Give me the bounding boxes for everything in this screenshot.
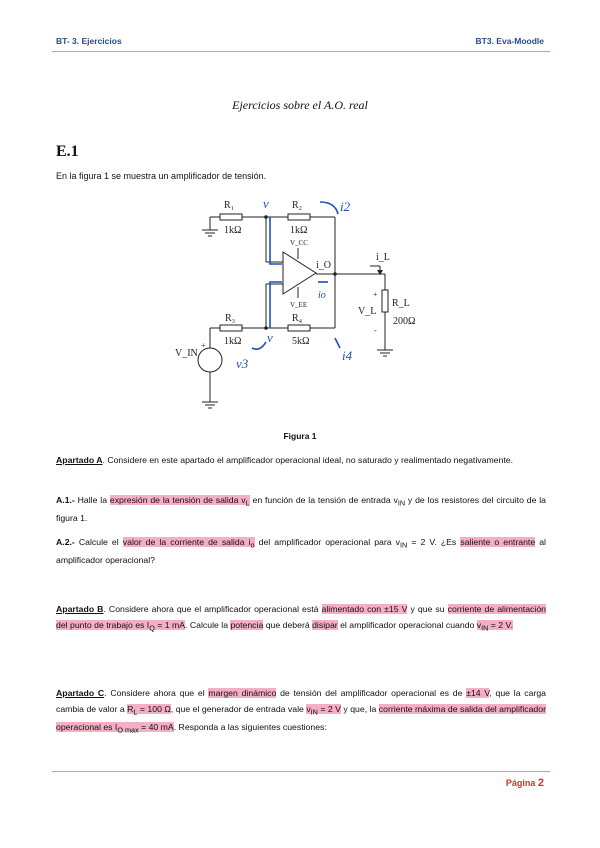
- b-highlight-1: alimentado con ±15 V: [321, 604, 408, 614]
- rl-value: 200Ω: [393, 316, 416, 327]
- page-title: Ejercicios sobre el A.O. real: [232, 98, 368, 112]
- circuit-diagram: [170, 190, 416, 420]
- a1-label: A.1.-: [56, 495, 75, 505]
- r1-label: R₁: [224, 200, 235, 211]
- vl-minus: -: [374, 326, 377, 335]
- apartado-b: Apartado B. Considere ahora que el amplificador operacional está alimentado con ±15 V y que su corriente de alimentación del punto de trabajo es $I_Q = 1$ mA. Calcule la potencia que deberá disipar el amplificador operacional cuando $v_{IN} = 2$ V.: [56, 604, 546, 633]
- hand-i2: i2: [340, 199, 351, 214]
- intro-text: En la figura 1 se muestra un amplificador de tensión.: [56, 171, 267, 181]
- a2-highlight-1: valor de la corriente de salida $i_o$: [122, 537, 255, 550]
- a1-highlight: expresión de la tensión de salida $v_L$: [109, 495, 250, 508]
- apartado-a: [56, 453, 546, 469]
- page-footer: [506, 777, 544, 789]
- il-label: i_L: [376, 252, 390, 263]
- b-highlight-5: $v_{IN} = 2$ V.: [476, 619, 513, 633]
- hand-v-bottom: v: [267, 330, 273, 345]
- apartado-a-text: . Considere en este apartado el amplificador operacional ideal, no saturado y realimentado negativamente.: [102, 455, 513, 465]
- vl-label: V_L: [358, 306, 377, 317]
- page-number: 2: [537, 777, 544, 789]
- a1-text-2: en función de la tensión de entrada v: [249, 495, 398, 505]
- question-a1: A.1.- Halle la expresión de la tensión de salida $v_L$ en función de la tensión de entrada $v_{IN}$ y de los resistores del circuito de la figura 1.: [56, 495, 546, 524]
- c-highlight-3: $R_L = 100$ Ω: [127, 703, 171, 717]
- footer-rule: [52, 771, 550, 772]
- hand-i4: i4: [342, 348, 353, 363]
- hand-v-top: v: [263, 196, 269, 211]
- r3-value: 1kΩ: [224, 336, 242, 347]
- header-right: BT3. Eva-Moodle: [475, 36, 544, 46]
- r2-value: 1kΩ: [290, 225, 308, 236]
- r2-label: R₂: [292, 200, 303, 211]
- vcc-label: V_CC: [290, 239, 308, 247]
- io-label: i_O: [316, 260, 331, 271]
- a2-label: A.2.-: [56, 537, 75, 547]
- hand-v3: v3: [236, 356, 249, 371]
- apartado-a-label: Apartado A: [56, 455, 103, 465]
- a1-text-3: y de los resistores del circuito de la figura 1.: [56, 495, 546, 524]
- header-rule: [52, 51, 550, 52]
- vin-plus: +: [201, 341, 206, 350]
- hand-io: io: [318, 290, 326, 301]
- a1-text-1: Halle la: [74, 495, 110, 505]
- rl-label: R_L: [392, 298, 410, 309]
- r4-label: R₄: [292, 313, 303, 324]
- r4-value: 5kΩ: [292, 336, 310, 347]
- b-highlight-2: corriente de alimentación del punto de trabajo es $I_Q = 1$ mA: [56, 604, 546, 633]
- c-highlight-5: corriente máxima de salida del amplificador operacional es $I_{O max} = 40$ mA: [56, 703, 546, 735]
- apartado-b-label: Apartado B: [56, 604, 104, 614]
- c-highlight-2: ±14 V: [466, 688, 490, 698]
- vin-label: V_IN: [175, 348, 198, 359]
- apartado-c-label: Apartado C: [56, 688, 105, 698]
- c-highlight-1: margen dinámico: [208, 688, 277, 698]
- a2-highlight-2: saliente o entrante: [460, 537, 536, 547]
- circuit-figure: [170, 190, 416, 420]
- figure-caption: Figura 1: [283, 431, 317, 441]
- footer-label: Página: [505, 778, 536, 788]
- apartado-c: Apartado C. Considere ahora que el margen dinámico de tensión del amplificador operacional es de ±14 V, que la carga cambia de valor a $R_L = 100$ Ω, que el generador de entrada vale $v_{IN} = 2$ V y que, la corriente máxima de salida del amplificador operacional es $I_{O max} = 40$ mA. Responda a las siguientes cuestiones:: [56, 688, 546, 735]
- vee-label: V_EE: [290, 301, 308, 309]
- c-highlight-4: $v_{IN} = 2$ V: [306, 703, 341, 717]
- r1-value: 1kΩ: [224, 225, 242, 236]
- question-a2: A.2.- Calcule el valor de la corriente de salida $i_o$ del amplificador operacional para $v_{IN} = 2$ V. ¿Es saliente o entrante al amplificador operacional?: [56, 537, 546, 566]
- vl-plus: +: [373, 290, 378, 299]
- r3-label: R₃: [225, 313, 236, 324]
- header-left: BT- 3. Ejercicios: [56, 36, 122, 46]
- section-heading: E.1: [56, 143, 79, 160]
- b-highlight-3: potencia: [230, 619, 264, 630]
- b-highlight-4: disipar: [312, 619, 338, 630]
